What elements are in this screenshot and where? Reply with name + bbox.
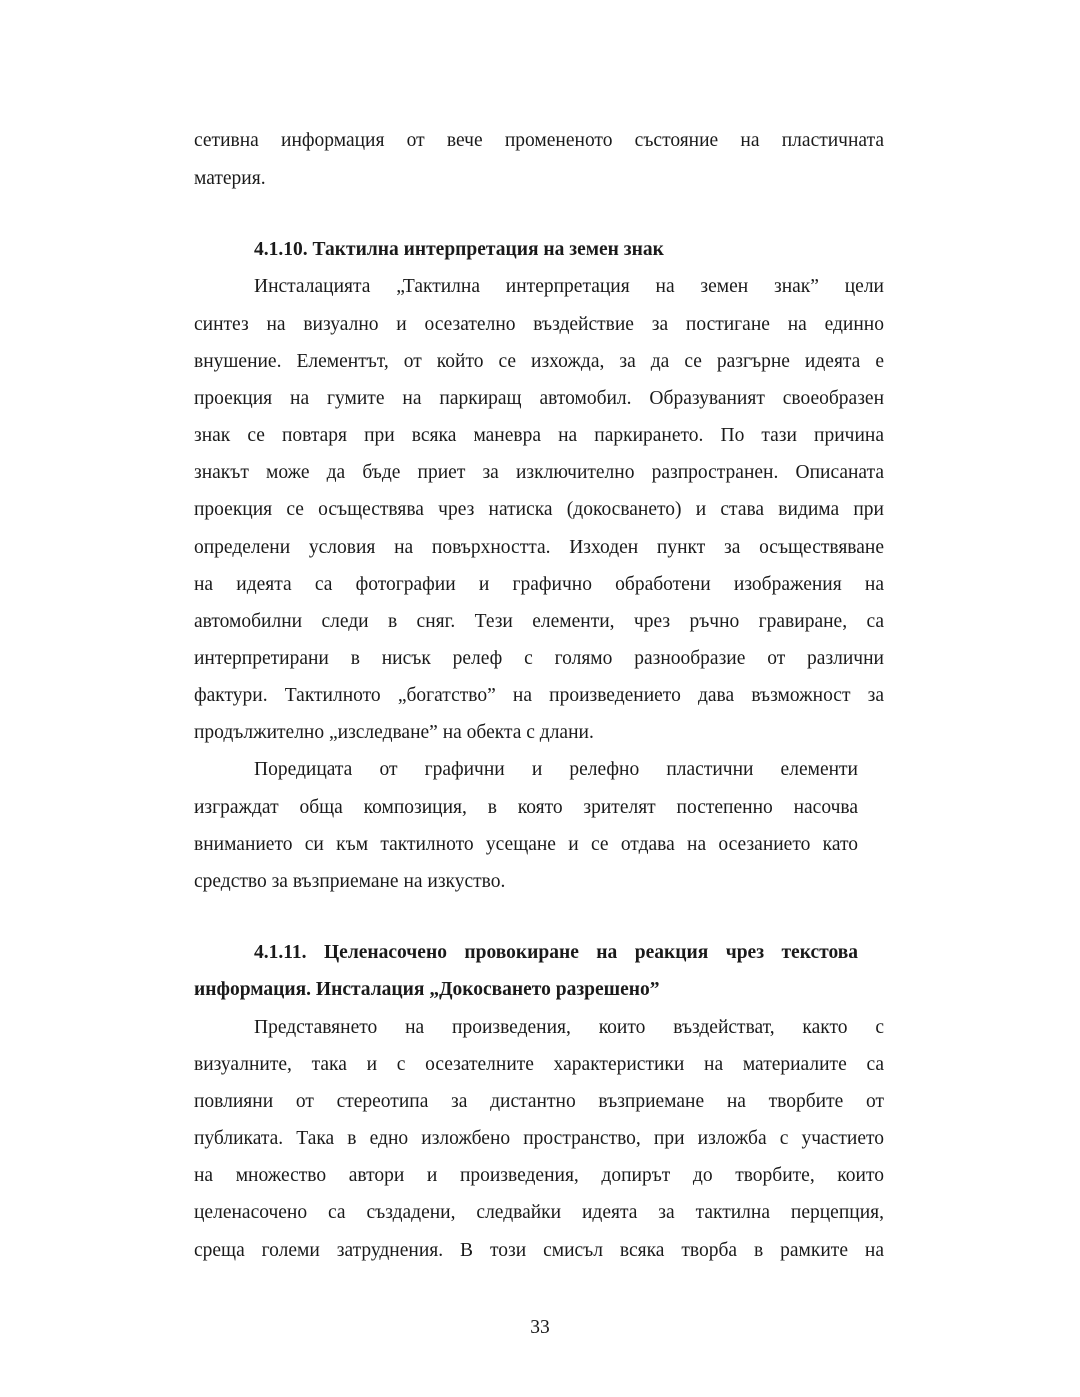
paragraph-line: целенасочено са създадени, следвайки идеята за тактилна перцепция, [194,1202,884,1223]
paragraph-line: знакът може да бъде приет за изключително разпространен. Описаната [194,462,884,483]
paragraph-line: публиката. Така в едно изложбено пространство, при изложба с участието [194,1128,884,1149]
paragraph-line: Представянето на произведения, които въздействат, както с [254,1017,884,1038]
paragraph-line: проекция на гумите на паркиращ автомобил. Образуваният своеобразен [194,388,884,409]
paragraph-line: Инсталацията „Тактилна интерпретация на земен знак” цели [254,276,884,297]
paragraph-line: изграждат обща композиция, в която зрителят постепенно насочва [194,797,858,818]
paragraph-line: внушение. Елементът, от който се изхожда, за да се разгърне идеята е [194,351,884,372]
paragraph-line: на идеята са фотографии и графично обработени изображения на [194,574,884,595]
section-heading-4-1-10: 4.1.10. Тактилна интерпретация на земен знак [254,239,664,260]
paragraph-line: знак се повтаря при всяка маневра на паркирането. По тази причина [194,425,884,446]
paragraph-line: фактури. Тактилното „богатство” на произведението дава възможност за [194,685,884,706]
paragraph-line: средство за възприемане на изкуство. [194,871,506,892]
paragraph-line: продължително „изследване” на обекта с длани. [194,722,594,743]
continuation-line: материя. [194,168,266,189]
paragraph-line: проекция се осъществява чрез натиска (докосването) и става видима при [194,499,884,520]
page-number: 33 [530,1317,550,1338]
paragraph-line: синтез на визуално и осезателно въздействие за постигане на единно [194,314,884,335]
paragraph-line: визуалните, така и с осезателните характеристики на материалите са [194,1054,884,1075]
paragraph-line: интерпретирани в нисък релеф с голямо разнообразие от различни [194,648,884,669]
paragraph-line: определени условия на повърхността. Изходен пункт за осъществяване [194,537,884,558]
paragraph-line: среща големи затруднения. В този смисъл всяка творба в рамките на [194,1240,884,1261]
continuation-line: сетивна информация от вече промененото състояние на пластичната [194,130,884,151]
paragraph-line: на множество автори и произведения, допирът до творбите, които [194,1165,884,1186]
section-heading-4-1-11-cont: информация. Инсталация „Докосването разрешено” [194,979,660,1000]
paragraph-line: вниманието си към тактилното усещане и се отдава на осезанието като [194,834,858,855]
paragraph-line: повлияни от стереотипа за дистантно възприемане на творбите от [194,1091,884,1112]
paragraph-line: автомобилни следи в сняг. Тези елементи, чрез ръчно гравиране, са [194,611,884,632]
paragraph-line: Поредицата от графични и релефно пластични елементи [254,759,858,780]
section-heading-4-1-11: 4.1.11. Целенасочено провокиране на реакция чрез текстова [254,942,858,963]
